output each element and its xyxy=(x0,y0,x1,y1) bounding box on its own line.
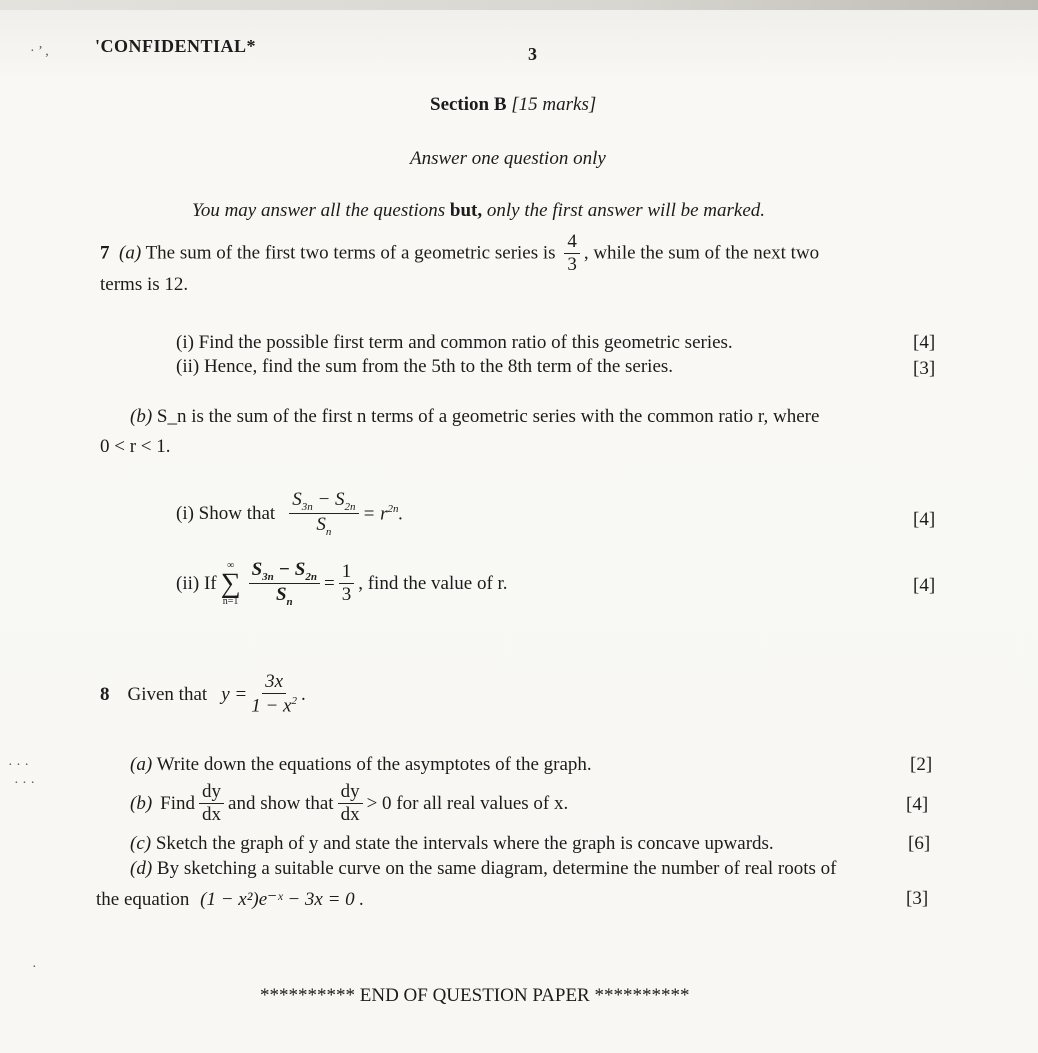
q8-intro: Given that xyxy=(127,683,208,705)
confidential-label: 'CONFIDENTIAL* xyxy=(95,36,257,56)
scan-speck: · ’ , xyxy=(30,44,49,59)
q7-number: 7 xyxy=(100,242,110,264)
q7-b-line1 xyxy=(130,406,819,428)
page-number: 3 xyxy=(528,44,537,64)
q8-a-text: Write down the equations of the asymptotes of the graph. xyxy=(156,754,592,775)
section-title xyxy=(430,94,596,116)
q7-b-label: (b) xyxy=(130,406,153,427)
fraction-denominator: 3 xyxy=(567,253,577,275)
q8-c-text: Sketch the graph of y and state the intervals where the graph is concave upwards. xyxy=(155,833,774,854)
fraction-four-thirds xyxy=(564,232,580,276)
fraction-s3n-s2n-over-sn: $\frac{S_{3n} - S_{2n}}{S_n}$ xyxy=(289,490,358,538)
answer-instruction: Answer one question only xyxy=(410,148,606,169)
q7-a-text2: , while the sum of the next two xyxy=(583,242,820,264)
q8-d-label: (d) xyxy=(130,858,153,879)
section-marks: [15 marks] xyxy=(511,94,597,115)
fraction-3x-over-1-minus-x2: $\frac{3x}{1 - x^2}$ xyxy=(251,671,297,717)
marking-instruction xyxy=(192,200,765,222)
q7-b-ii-line: (ii) If ∞ ∑ n=1 $\frac{S_{3n} - S_{2n}}{S_n}$ = $\frac{1}{3}$ , find the value of r. xyxy=(176,559,508,608)
q7-b-ii-mark: [4] xyxy=(913,575,936,596)
q7-b-ii-text: , find the value of r. xyxy=(358,572,508,594)
q8-c-mark: [6] xyxy=(908,833,931,854)
q7-a-i-mark: [4] xyxy=(913,332,936,353)
q8-c-label: (c) xyxy=(130,833,152,854)
q8-intro-line: 8 Given that y = $\frac{3x}{1 - x^2}$ . xyxy=(100,671,306,717)
q8-d-mark: [3] xyxy=(906,888,929,909)
q8-b-text3: > 0 for all real values of x. xyxy=(366,792,569,814)
q8-b-mark: [4] xyxy=(906,794,929,815)
q8-d-text: By sketching a suitable curve on the same diagram, determine the number of real roots of xyxy=(156,858,837,879)
q8-a-line xyxy=(130,754,592,776)
section-title-text: Section B xyxy=(430,94,507,115)
q8-b-label: (b) xyxy=(130,792,153,814)
q8-b-text1: Find xyxy=(160,792,196,814)
q8-b-text2: and show that xyxy=(228,792,334,814)
q8-d-equation: (1 − x²)e⁻ˣ − 3x = 0 . xyxy=(200,889,365,910)
q8-a-mark: [2] xyxy=(910,754,933,775)
q7-b-i-line: (i) Show that $\frac{S_{3n} - S_{2n}}{S_n}$ = $r^{2n}$. xyxy=(176,489,404,538)
scan-speck: · · · xyxy=(8,758,29,773)
q7-b-text2: 0 < r < 1. xyxy=(100,436,171,457)
scan-speck: · xyxy=(32,960,37,975)
fraction-numerator: 4 xyxy=(564,232,580,254)
scan-speck: · · · xyxy=(14,776,35,791)
q8-d-text2: the equation xyxy=(96,889,190,910)
q7-a-text3: terms is 12. xyxy=(100,274,189,295)
instruction-part2: but, xyxy=(449,200,483,221)
q8-d-line xyxy=(130,858,836,880)
q7-b-i-mark: [4] xyxy=(913,509,936,530)
q7-a-i: (i) Find the possible first term and common ratio of this geometric series. xyxy=(176,332,733,353)
instruction-part3: only the first answer will be marked. xyxy=(486,200,766,221)
q7-a-ii-mark: [3] xyxy=(913,358,936,379)
q8-a-label: (a) xyxy=(130,754,153,775)
q8-c-line xyxy=(130,833,774,855)
q8-number: 8 xyxy=(100,683,110,705)
page-top-edge xyxy=(0,0,1038,10)
fraction-dy-dx-2: $\frac{dy}{dx}$ xyxy=(338,782,363,826)
q8-d-line2 xyxy=(96,888,364,911)
q7-b-i-label: (i) Show that xyxy=(176,502,276,524)
fraction-one-third: $\frac{1}{3}$ xyxy=(339,562,355,606)
q7-a-ii: (ii) Hence, find the sum from the 5th to the 8th term of the series. xyxy=(176,356,674,377)
q7-part-a-line1 xyxy=(100,232,819,276)
instruction-part1: You may answer all the questions xyxy=(192,200,446,221)
q7-a-text1: The sum of the first two terms of a geometric series is xyxy=(145,242,556,264)
q7-a-label: (a) xyxy=(119,242,142,264)
q7-b-text1: S_n is the sum of the first n terms of a geometric series with the common ratio r, where xyxy=(156,406,820,427)
q8-b-line xyxy=(130,782,568,826)
fraction-sum-term: $\frac{S_{3n} - S_{2n}}{S_n}$ xyxy=(249,560,320,608)
end-of-paper: ********** END OF QUESTION PAPER ********** xyxy=(260,985,690,1006)
summation-symbol: ∞ ∑ n=1 xyxy=(220,560,241,608)
q7-b-ii-label: (ii) If xyxy=(176,572,217,594)
fraction-dy-dx: $\frac{dy}{dx}$ xyxy=(199,782,224,826)
